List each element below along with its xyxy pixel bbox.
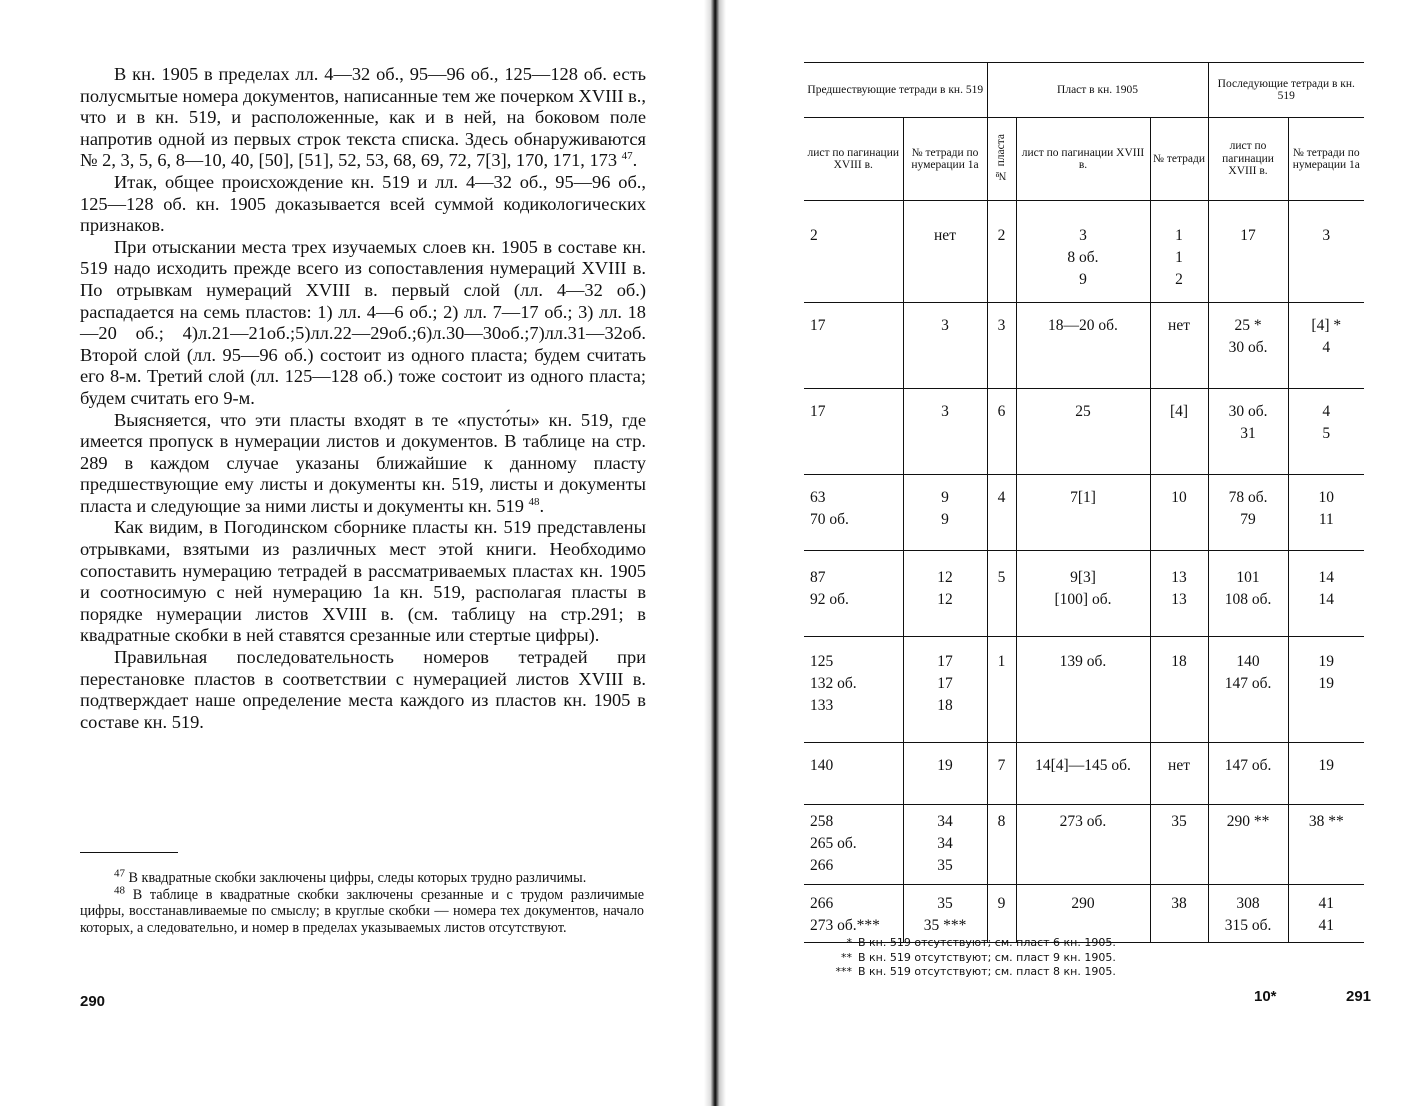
book-gutter xyxy=(704,0,726,1106)
cell-value: 92 об. xyxy=(810,591,849,608)
table-row xyxy=(804,885,1364,943)
paragraph-text: Как видим, в Погодинском сборнике пласты кн. 519 представлены отрывками, взятыми из различных мест этой книги. Необходимо сопоставить нумерацию тетрадей в рассматриваемых пластах кн. 1905 и соотносимую с ней нумерацию 1а кн. 519, располагая пласты в порядке нумерации листов XVIII в. (см. таблицу на стр.291; в квадратные скобки в ней ставятся срезанные или стертые цифры). xyxy=(80,517,646,646)
cell-value: 4 xyxy=(1322,339,1331,356)
paragraph xyxy=(80,237,646,410)
header-layer: Пласт в кн. 1905 xyxy=(987,63,1208,118)
cell-value: 6 xyxy=(997,403,1006,420)
cell-next-leaf xyxy=(1208,805,1288,885)
footnote-text: В квадратные скобки заключены цифры, следы которых трудно различимы. xyxy=(125,870,587,886)
cell-value: 30 об. xyxy=(1228,403,1268,420)
cell-value: 9 xyxy=(941,489,949,506)
cell-prev-quire xyxy=(903,637,987,743)
cell-value: 31 xyxy=(1240,425,1256,442)
header-prev-quires: Предшествующие тетради в кн. 519 xyxy=(804,63,987,118)
cell-layer-quire xyxy=(1150,805,1208,885)
cell-value: 2 xyxy=(997,227,1006,244)
cell-next-quire xyxy=(1288,743,1364,805)
subheader-layer-number-text: № пласта xyxy=(995,133,1008,181)
page-number-left: 290 xyxy=(80,993,106,1010)
cell-layer xyxy=(987,303,1016,389)
cell-value: 9 xyxy=(941,511,949,528)
cell-value: 25 * xyxy=(1234,317,1262,334)
cell-value: 38 xyxy=(1171,895,1187,912)
cell-value: 133 xyxy=(810,697,834,714)
cell-layer-quire xyxy=(1150,303,1208,389)
right-page xyxy=(724,0,1427,1106)
cell-value: 87 xyxy=(810,569,826,586)
cell-value: 4 xyxy=(997,489,1006,506)
cell-value: 14[4]—145 об. xyxy=(1035,757,1131,774)
cell-value: 19 xyxy=(1318,675,1335,692)
footnote-divider xyxy=(80,852,178,853)
cell-value: 14 xyxy=(1318,591,1335,608)
table-note-mark: * xyxy=(846,936,852,949)
cell-value: 147 об. xyxy=(1224,757,1272,774)
table-note-text: В кн. 519 отсутствуют; см. пласт 9 кн. 1905. xyxy=(858,950,1116,964)
cell-prev-leaf xyxy=(804,885,903,943)
paragraph xyxy=(80,172,646,237)
table-row xyxy=(804,805,1364,885)
quire-table xyxy=(804,62,1364,943)
cell-value: [4] xyxy=(1169,403,1189,420)
paragraph xyxy=(80,410,646,518)
cell-layer xyxy=(987,475,1016,551)
subheader-prev-leaf: лист по пагинации XVIII в. xyxy=(804,118,903,201)
cell-value: 1 xyxy=(997,653,1006,670)
paragraph xyxy=(80,64,646,172)
cell-value: 7 xyxy=(997,757,1006,774)
cell-value: 18 xyxy=(1171,653,1187,670)
cell-layer xyxy=(987,201,1016,303)
cell-value: 10 xyxy=(1318,489,1335,506)
cell-value: 34 xyxy=(937,813,953,830)
cell-layer-leaf xyxy=(1016,389,1150,475)
table-note-mark: ** xyxy=(841,950,852,964)
cell-value: 38 ** xyxy=(1308,813,1344,830)
cell-value: 35 *** xyxy=(923,917,967,934)
cell-value: 266 xyxy=(810,895,834,912)
cell-layer-quire xyxy=(1150,743,1208,805)
cell-value: 3 xyxy=(941,317,949,334)
cell-next-quire xyxy=(1288,805,1364,885)
cell-value: 308 xyxy=(1236,895,1260,912)
cell-layer-leaf xyxy=(1016,201,1150,303)
cell-next-quire xyxy=(1288,303,1364,389)
subheader-layer-number xyxy=(987,118,1016,201)
cell-layer-quire xyxy=(1150,475,1208,551)
cell-value: 17 xyxy=(810,403,826,420)
cell-value: 34 xyxy=(937,835,953,852)
signature-mark: 10* xyxy=(1254,988,1277,1005)
paragraph-text: В кн. 1905 в пределах лл. 4—32 об., 95—96 об., 125—128 об. есть полусмытые номера документов, написанные тем же почерком XVIII в., что и в кн. 519, и расположенные, как и в ней, на боковом поле напротив одной из первых строк текста списка. Здесь обнаруживаются № 2, 3, 5, 6, 8—10, 40, [50], [51], 52, 53, 68, 69, 72, 7[3], 170, 171, 173 xyxy=(80,64,646,171)
cell-value: 41 xyxy=(1318,895,1335,912)
cell-next-leaf xyxy=(1208,743,1288,805)
table-row xyxy=(804,303,1364,389)
paragraph-text: Правильная последовательность номеров тетрадей при перестановке пластов в соответствии с нумерацией листов XVIII в. подтверждает наше определение места каждого из пластов кн. 1905 в составе кн. 519. xyxy=(80,647,646,732)
table-row xyxy=(804,389,1364,475)
left-page xyxy=(0,0,712,1106)
cell-value: 30 об. xyxy=(1228,339,1268,356)
cell-value: 3 xyxy=(997,317,1006,334)
cell-prev-quire xyxy=(903,389,987,475)
cell-prev-quire xyxy=(903,475,987,551)
cell-layer xyxy=(987,389,1016,475)
cell-value: 17 xyxy=(810,317,826,334)
cell-value: 290 xyxy=(1071,895,1095,912)
cell-layer-quire xyxy=(1150,637,1208,743)
cell-next-quire xyxy=(1288,475,1364,551)
cell-value: 8 об. xyxy=(1067,249,1099,266)
cell-layer-leaf xyxy=(1016,551,1150,637)
cell-layer-quire xyxy=(1150,885,1208,943)
cell-value: 315 об. xyxy=(1224,917,1272,934)
cell-layer-leaf xyxy=(1016,743,1150,805)
table-note xyxy=(820,936,1116,951)
cell-prev-quire xyxy=(903,303,987,389)
table-note xyxy=(820,951,1116,966)
cell-value: 290 ** xyxy=(1226,813,1270,830)
cell-value: 11 xyxy=(1318,511,1334,528)
cell-layer-leaf xyxy=(1016,805,1150,885)
cell-next-leaf xyxy=(1208,637,1288,743)
cell-layer xyxy=(987,743,1016,805)
cell-value: 7[1] xyxy=(1070,489,1096,506)
cell-value: 35 xyxy=(1171,813,1187,830)
footnote-number: 47 xyxy=(114,867,125,880)
cell-value: 10 xyxy=(1171,489,1187,506)
cell-value: 79 xyxy=(1240,511,1256,528)
cell-value: 3 xyxy=(1079,227,1087,244)
cell-prev-quire xyxy=(903,743,987,805)
footnote-ref: 47 xyxy=(621,150,633,163)
cell-value: 3 xyxy=(941,403,949,420)
cell-prev-leaf xyxy=(804,637,903,743)
cell-next-quire xyxy=(1288,201,1364,303)
cell-value: 19 xyxy=(1318,757,1335,774)
cell-value: 17 xyxy=(937,653,953,670)
cell-prev-leaf xyxy=(804,475,903,551)
cell-value: 12 xyxy=(937,569,953,586)
cell-value: 70 об. xyxy=(810,511,849,528)
cell-next-leaf xyxy=(1208,885,1288,943)
cell-next-leaf xyxy=(1208,551,1288,637)
cell-next-quire xyxy=(1288,551,1364,637)
subheader-layer-leaf: лист по пагинации XVIII в. xyxy=(1016,118,1150,201)
cell-value: нет xyxy=(1168,757,1190,774)
cell-next-leaf xyxy=(1208,303,1288,389)
cell-layer xyxy=(987,805,1016,885)
cell-prev-quire xyxy=(903,805,987,885)
cell-value: [4] * xyxy=(1311,317,1342,334)
cell-value: 9[3] xyxy=(1070,569,1096,586)
table-note-text: В кн. 519 отсутствуют; см. пласт 6 кн. 1905. xyxy=(858,936,1116,949)
subheader-next-leaf: лист по пагинации XVIII в. xyxy=(1208,118,1288,201)
cell-prev-leaf xyxy=(804,805,903,885)
paragraph-text: При отыскании места трех изучаемых слоев кн. 1905 в составе кн. 519 надо исходить прежде всего из сопоставления нумераций XVIII в. По отрывкам нумераций XVIII в. первый слой (лл. 4—32 об.) распадается на семь пластов: 1) лл. 4—6 об.; 2) лл. 7—17 об.; 3) лл. 18—20 об.; 4)л.21—21об.;5)лл.22—29об.;6)л.30—30об.;7)лл.31—32об. Второй слой (лл. 95—96 об.) состоит из одного пласта; будем считать его 8-м. Третий слой (лл. 125—128 об.) тоже состоит из одного пласта; будем считать его 9-м. xyxy=(80,236,646,408)
cell-value: 9 xyxy=(1079,271,1087,288)
cell-layer-leaf xyxy=(1016,885,1150,943)
table-notes xyxy=(820,936,1116,980)
paragraph-text: Выясняется, что эти пласты входят в те «пусто́ты» кн. 519, где имеется пропуск в нумерации листов и документов. В таблице на стр. 289 в каждом случае указаны ближайшие к данному пласту предшествующие ему листы и документы кн. 519, листы и документы пласта и следующие за ними листы и документы кн. 519 xyxy=(80,409,646,516)
cell-layer-leaf xyxy=(1016,637,1150,743)
cell-prev-quire xyxy=(903,885,987,943)
cell-value: 265 об. xyxy=(810,835,857,852)
cell-value: 273 об.*** xyxy=(810,917,880,934)
cell-layer xyxy=(987,637,1016,743)
cell-prev-leaf xyxy=(804,551,903,637)
table-body xyxy=(804,201,1364,943)
cell-value: 17 xyxy=(937,675,953,692)
cell-value: 101 xyxy=(1236,569,1260,586)
cell-layer-quire xyxy=(1150,551,1208,637)
cell-value: 35 xyxy=(937,895,953,912)
cell-value: 108 об. xyxy=(1224,591,1272,608)
table-row xyxy=(804,551,1364,637)
cell-value: 125 xyxy=(810,653,834,670)
cell-value: 5 xyxy=(1322,425,1331,442)
paragraph-tail: . xyxy=(539,495,545,516)
cell-layer-leaf xyxy=(1016,303,1150,389)
body-text xyxy=(80,64,646,733)
cell-value: 4 xyxy=(1322,403,1331,420)
footnote xyxy=(80,883,644,937)
cell-value: 17 xyxy=(1240,227,1256,244)
cell-next-quire xyxy=(1288,389,1364,475)
cell-value: 139 об. xyxy=(1059,653,1107,670)
cell-value: 2 xyxy=(1175,271,1183,288)
cell-value: 8 xyxy=(997,813,1006,830)
cell-value: 41 xyxy=(1318,917,1335,934)
table-note xyxy=(820,965,1116,980)
cell-prev-leaf xyxy=(804,389,903,475)
paragraph xyxy=(80,517,646,647)
paragraph-text: Итак, общее происхождение кн. 519 и лл. 4—32 об., 95—96 об., 125—128 об. кн. 1905 доказывается всей суммой кодикологических признаков. xyxy=(80,171,646,236)
footnotes xyxy=(80,867,644,936)
cell-value: 3 xyxy=(1322,227,1331,244)
header-next-quires: Последующие тетради в кн. 519 xyxy=(1208,63,1364,118)
cell-value: 25 xyxy=(1075,403,1091,420)
cell-prev-leaf xyxy=(804,201,903,303)
cell-value: 78 об. xyxy=(1228,489,1268,506)
cell-value: 266 xyxy=(810,857,834,874)
table-row xyxy=(804,201,1364,303)
cell-value: 147 об. xyxy=(1224,675,1272,692)
cell-value: 13 xyxy=(1171,591,1187,608)
cell-layer-quire xyxy=(1150,389,1208,475)
cell-prev-quire xyxy=(903,551,987,637)
paragraph xyxy=(80,647,646,733)
table-row xyxy=(804,475,1364,551)
cell-value: нет xyxy=(1168,317,1190,334)
cell-prev-leaf xyxy=(804,743,903,805)
cell-value: 140 xyxy=(810,757,834,774)
cell-value: 9 xyxy=(997,895,1006,912)
paragraph-tail: . xyxy=(632,150,638,171)
cell-layer-leaf xyxy=(1016,475,1150,551)
page-number-right: 291 xyxy=(1346,988,1372,1005)
table-row xyxy=(804,743,1364,805)
cell-value: 1 xyxy=(1175,249,1183,266)
cell-value: 13 xyxy=(1171,569,1187,586)
footnote-ref: 48 xyxy=(528,495,540,508)
cell-next-quire xyxy=(1288,637,1364,743)
table-row xyxy=(804,637,1364,743)
cell-value: 63 xyxy=(810,489,826,506)
cell-prev-quire xyxy=(903,201,987,303)
cell-value: [100] об. xyxy=(1054,591,1112,608)
cell-prev-leaf xyxy=(804,303,903,389)
cell-value: 258 xyxy=(810,813,834,830)
table-note-mark: *** xyxy=(835,965,852,978)
cell-next-leaf xyxy=(1208,475,1288,551)
footnote-number: 48 xyxy=(114,883,125,896)
cell-value: 273 об. xyxy=(1059,813,1107,830)
cell-value: 12 xyxy=(937,591,953,608)
subheader-layer-quire: № тетради xyxy=(1150,118,1208,201)
cell-next-leaf xyxy=(1208,201,1288,303)
cell-next-leaf xyxy=(1208,389,1288,475)
cell-layer xyxy=(987,885,1016,943)
cell-value: 5 xyxy=(997,569,1006,586)
cell-value: 19 xyxy=(1318,653,1335,670)
cell-layer xyxy=(987,551,1016,637)
cell-value: 19 xyxy=(937,757,953,774)
cell-value: 14 xyxy=(1318,569,1335,586)
table-note-text: В кн. 519 отсутствуют; см. пласт 8 кн. 1905. xyxy=(858,965,1116,978)
cell-value: нет xyxy=(934,227,956,244)
footnote xyxy=(80,867,644,887)
cell-value: 2 xyxy=(810,227,818,244)
cell-value: 1 xyxy=(1175,227,1183,244)
cell-layer-quire xyxy=(1150,201,1208,303)
subheader-next-quire: № тетради по нумерации 1а xyxy=(1288,118,1364,201)
cell-value: 140 xyxy=(1236,653,1260,670)
footnote-text: В таблице в квадратные скобки заключены срезанные и с трудом различимые цифры, восстанавливаемые по смыслу; в круглые скобки — номера тех документов, начало которых, а следовательно, и номер в пределах указываемых листов отсутствуют. xyxy=(80,886,644,936)
cell-next-quire xyxy=(1288,885,1364,943)
cell-value: 132 об. xyxy=(810,675,857,692)
cell-value: 35 xyxy=(937,857,953,874)
subheader-prev-quire: № тетради по нумерации 1а xyxy=(903,118,987,201)
cell-value: 18 xyxy=(937,697,953,714)
cell-value: 18—20 об. xyxy=(1048,317,1118,334)
